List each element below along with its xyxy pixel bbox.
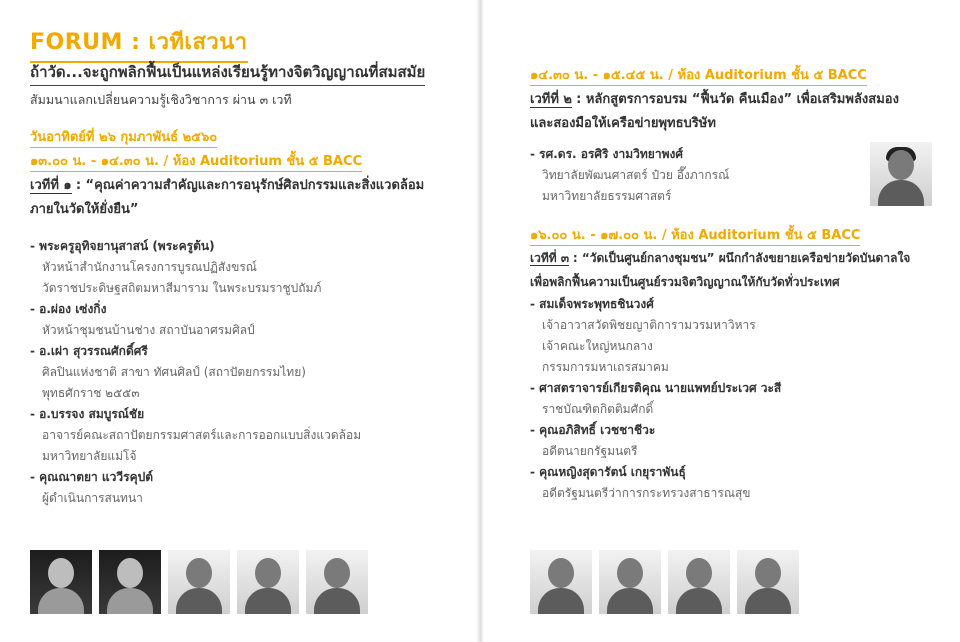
stage-2-label: เวทีที่ ๒: [530, 92, 572, 107]
speaker-name: - อ.บรรจง สมบูรณ์ชัย: [30, 407, 145, 421]
speaker-role: มหาวิทยาลัยธรรมศาสตร์: [542, 189, 672, 203]
session-3-time: ๑๖.๐๐ น. - ๑๗.๐๐ น. / ห้อง Auditorium ชั้น ๕ BACC: [530, 224, 860, 246]
stage-1-topic-line2: ภายในวัดให้ยั่งยืน”: [30, 202, 139, 217]
speaker-photo: [168, 550, 230, 614]
speaker-photo: [237, 550, 299, 614]
stage-3-topic: [530, 246, 950, 294]
speaker-name: - สมเด็จพระพุทธชินวงศ์: [530, 297, 654, 311]
speaker-role: อดีตนายกรัฐมนตรี: [542, 444, 638, 458]
event-date: วันอาทิตย์ที่ ๒๖ กุมภาพันธ์ ๒๕๖๐: [30, 126, 217, 148]
stage-2-speaker-photo: [870, 142, 932, 206]
speaker-role: ผู้ดำเนินการสนทนา: [42, 491, 143, 505]
speaker-photo: [668, 550, 730, 614]
speaker-name: - คุณณาตยา แววีรคุปต์: [30, 470, 154, 484]
stage-2-speaker-list: [530, 144, 729, 207]
session-2-time: ๑๔.๓๐ น. - ๑๕.๔๕ น. / ห้อง Auditorium ชั้น ๕ BACC: [530, 64, 867, 86]
speaker-name: - ศาสตราจารย์เกียรติคุณ นายแพทย์ประเวศ วะสี: [530, 381, 782, 395]
stage-3-topic-line1: : “วัดเป็นศูนย์กลางชุมชน” ผนึกกำลังขยายเครือข่ายวัดบันดาลใจ: [572, 251, 911, 265]
headline: ถ้าวัด...จะถูกพลิกฟื้นเป็นแหล่งเรียนรู้ทางจิตวิญญาณที่สมสมัย: [30, 60, 425, 86]
stage-2-topic-line2: และสองมือให้เครือข่ายพุทธบริษัท: [530, 116, 716, 131]
stage-1-topic-line1: : “คุณค่าความสำคัญและการอนุรักษ์ศิลปกรรมและสิ่งแวดล้อม: [75, 178, 425, 193]
stage-1-speaker-photos: [30, 550, 368, 614]
speaker-name: - คุณหญิงสุดารัตน์ เกยุราพันธุ์: [530, 465, 686, 479]
speaker-name: - อ.เผ่า สุวรรณศักดิ์ศรี: [30, 344, 148, 358]
speaker-name: - พระครูอุทิจยานุสาสน์ (พระครูต้น): [30, 239, 215, 253]
speaker-role: วัดราชประดิษฐสถิตมหาสีมาราม ในพระบรมราชูปถัมภ์: [42, 281, 322, 295]
speaker-role: มหาวิทยาลัยแม่โจ้: [42, 449, 137, 463]
forum-title: FORUM : เวทีเสวนา: [30, 24, 248, 63]
speaker-role: วิทยาลัยพัฒนศาสตร์ ป๋วย อึ๊งภากรณ์: [542, 168, 730, 182]
speaker-role: ราชบัณฑิตกิตติมศักดิ์: [542, 402, 654, 416]
speaker-name: - คุณอภิสิทธิ์ เวชชาชีวะ: [530, 423, 656, 437]
speaker-photo: [306, 550, 368, 614]
speaker-role: หัวหน้าสำนักงานโครงการบูรณปฏิสังขรณ์: [42, 260, 257, 274]
speaker-role: อาจารย์คณะสถาปัตยกรรมศาสตร์และการออกแบบสิ่งแวดล้อม: [42, 428, 362, 442]
stage-2-topic: [530, 88, 950, 136]
right-page: [482, 0, 960, 642]
speaker-role: กรรมการมหาเถรสมาคม: [542, 360, 669, 374]
session-1-time: ๑๓.๐๐ น. - ๑๔.๓๐ น. / ห้อง Auditorium ชั้น ๕ BACC: [30, 150, 362, 172]
speaker-photo: [599, 550, 661, 614]
speaker-role: เจ้าอาวาสวัดพิชยญาติการามวรมหาวิหาร: [542, 318, 756, 332]
speaker-photo: [737, 550, 799, 614]
speaker-photo: [530, 550, 592, 614]
stage-3-topic-line2: เพื่อพลิกฟื้นความเป็นศูนย์รวมจิตวิญญาณให้กับวัดทั่วประเทศ: [530, 275, 840, 289]
speaker-photo: [99, 550, 161, 614]
speaker-role: ศิลปินแห่งชาติ สาขา ทัศนศิลป์ (สถาปัตยกรรมไทย): [42, 365, 306, 379]
stage-3-speaker-photos: [530, 550, 799, 614]
stage-1-speaker-list: [30, 236, 361, 509]
stage-1-label: เวทีที่ ๑: [30, 178, 72, 193]
subheadline: สัมมนาแลกเปลี่ยนความรู้เชิงวิชาการ ผ่าน ๓ เวที: [30, 92, 292, 107]
stage-2-topic-line1: : หลักสูตรการอบรม “ฟื้นวัด คืนเมือง” เพื่อเสริมพลังสมอง: [576, 92, 899, 107]
speaker-role: อดีตรัฐมนตรีว่าการกระทรวงสาธารณสุข: [542, 486, 751, 500]
stage-1-topic: [30, 174, 460, 222]
speaker-role: พุทธศักราช ๒๕๕๓: [42, 386, 140, 400]
speaker-name: - รศ.ดร. อรศิริ งามวิทยาพงศ์: [530, 147, 683, 161]
speaker-name: - อ.ผ่อง เซ่งกิ่ง: [30, 302, 107, 316]
stage-3-speaker-list: [530, 294, 781, 504]
stage-3-label: เวทีที่ ๓: [530, 251, 570, 265]
speaker-role: หัวหน้าชุมชนบ้านช่าง สถาบันอาศรมศิลป์: [42, 323, 255, 337]
speaker-role: เจ้าคณะใหญ่หนกลาง: [542, 339, 653, 353]
speaker-photo: [30, 550, 92, 614]
left-page: [0, 0, 478, 642]
